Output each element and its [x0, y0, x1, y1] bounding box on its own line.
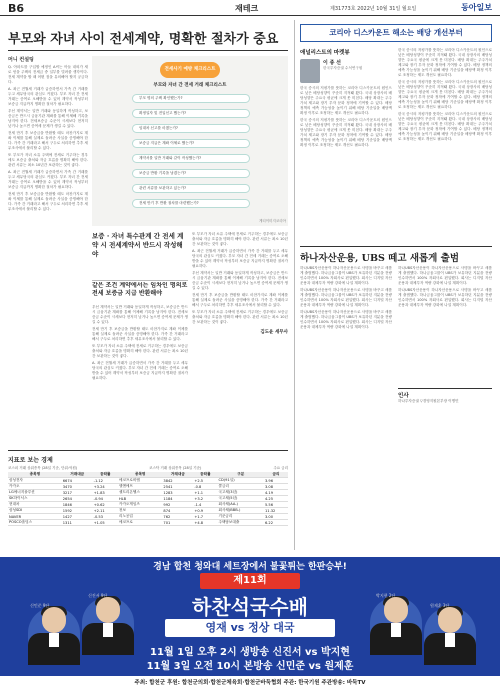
pull-quote [92, 282, 188, 298]
table-cell: LG에너지솔루션 [8, 490, 62, 496]
right-article-col1 [300, 48, 392, 244]
column-header: 등락률 [193, 472, 217, 478]
body-paragraph: 전세 만기 후 보증금을 반환할 때도 마찬가지로 계좌 이체를 통해 실제로 돌려준 사실을 증빙해야 한다. 가족 간 거래라고 해서 구두로 처리하면 추후 세무조사에서 불리할 수 있다. [8, 192, 88, 211]
right-headline-box: 코리아 디스카운트 해소는 배당 개선부터 [300, 24, 492, 42]
match-schedule: 11월 3일 오전 10시 본방송 신민준 vs 원제훈 [146, 661, 354, 672]
poster-sign: 전세사기 예방 체크리스트 [160, 62, 220, 78]
page-number: B6 [8, 2, 25, 15]
issue-info: 제31773호 2022년 10월 31일 월요일 [330, 6, 417, 12]
column-header: 금리 [264, 472, 288, 478]
table-cell: -1.4 [193, 502, 217, 508]
table-cell: HLB [118, 496, 162, 502]
body-paragraph: A. 최근 전월세 거래가 급증하면서 가족 간 거래를 두고 세무당국의 관심도 커졌다. 부모 자녀 간 전세 거래는 증여로 오해받을 수 있어 계약서 작성부터 보증금 지급까지 명확한 절차가 필요하다. [8, 170, 88, 189]
column-header: 종목명 [8, 472, 62, 478]
pull-quote-text: 보증 · 자녀 특수관계 간 전세 계약 시 전세계약서 반드시 작성해야 [92, 232, 184, 258]
table-cell: -1.12 [93, 478, 118, 484]
table-cell: 에코프로 [118, 520, 162, 526]
table-cell: 셀트리온헬스 [118, 490, 162, 496]
table-cell: +2.11 [93, 508, 118, 514]
right-article-col2 [398, 48, 492, 244]
checklist-item: 임대차 신고를 마쳤는가? [132, 124, 250, 133]
checklist-item: 계약서를 일반 거래와 같이 작성했는가? [132, 154, 250, 163]
left-headline: 부모와 자녀 사이 전세계약, 명확한 절차가 중요 [8, 32, 279, 47]
indicator-subtitle: 코스닥 거래 상위종목 (28일 기준) [149, 466, 202, 470]
table-cell: 3.96 [264, 478, 288, 484]
table-cell: 에코프로비엠 [118, 478, 162, 484]
body-paragraph: 우선 계약서는 일반 거래와 동일하게 작성하고, 보증금은 반드시 금융기관 계좌를 통해 이체해 기록을 남겨야 한다. 전세보증금 수준이 시세보다 현저히 낮거나 높으면 증여세 문제가 생길 수 있다. [192, 271, 288, 290]
intro-paragraph: Q. 아파트를 구입할 예정인 A씨는 아들 내외가 새로 얻을 주택의 전세금 중 일부를 빌려줄 생각이다. 전세 계약을 할 때 어떤 점을 유의해야 할지 궁금하다. [8, 65, 88, 84]
table-cell: 회사채(AA-) [217, 502, 264, 508]
body-paragraph: 또 부모가 자녀 소유 주택에 전세로 거주하는 경우에도 보증금 출처와 자금 흐름을 명확히 해야 한다. 관련 서류는 최소 10년간 보관하는 것이 좋다. [192, 232, 288, 246]
table-cell: 874 [162, 508, 193, 514]
ad-banner: 경남 합천 청와대 세트장에서 불꽃튀는 한판승부! [153, 562, 347, 572]
mid-text-column [92, 305, 188, 445]
column-header: 구분 [217, 472, 264, 478]
section-title: 재테크 [235, 4, 259, 13]
table-cell: NAVER [8, 514, 62, 520]
body-paragraph: 하나UBS자산운용이 하나자산운용으로 사명을 바꾸고 새롭게 출범했다. 하나금융그룹이 UBS가 보유하던 지분을 전량 인수하면서 100% 자회사로 편입했다. 회사는 디지털 자산운용과 대체투자 역량 강화에 나설 계획이다. [300, 288, 392, 307]
ad-cup-title: 하찬석국수배 [192, 595, 308, 619]
baduk-tournament-ad [0, 557, 500, 691]
table-cell: 카카오게임즈 [118, 502, 162, 508]
author-photo [300, 59, 320, 83]
table-cell: 현대차 [8, 502, 62, 508]
table-cell: 3217 [62, 490, 93, 496]
table-cell: +3.24 [93, 484, 118, 490]
table-cell: 회사채(BBB-) [217, 508, 264, 514]
checklist-item: 부모 명의 주택 확인했는가? [132, 94, 250, 103]
table-cell: SK하이닉스 [8, 496, 62, 502]
news-col2 [398, 266, 492, 386]
table-cell: 4.19 [264, 490, 288, 496]
table-cell: 3.08 [264, 484, 288, 490]
left-text-column [8, 54, 88, 449]
author-name: 이 종 선 [323, 60, 341, 66]
table-cell: POSCO홀딩스 [8, 520, 62, 526]
player-label: 원제훈 3단 [430, 603, 450, 608]
ad-edition: 제11회 [200, 573, 300, 589]
checklist-item: 전세 만기 후 반환 절차를 마련했는가? [132, 199, 250, 208]
column-name: 머니 컨설팅 [8, 57, 34, 63]
indicator-table [8, 472, 288, 526]
body-paragraph: 한국 증시의 저평가를 뜻하는 코리아 디스카운트의 원인으로 낮은 배당성향이 꾸준히 지적돼 왔다. 국내 상장사의 배당성향은 주요국 평균에 크게 못 미친다. 배당 확대는 주주가치 제고와 장기 투자 문화 정착에 기여할 수 있다. 배당 정책의 예측 가능성을 높이기 위해 배당 기준일을 배당액 확정 이후로 조정하는 제도 개선도 필요하다. [300, 118, 392, 147]
table-cell: 3.00 [264, 514, 288, 520]
table-cell: 701 [162, 520, 193, 526]
body-paragraph: 한국 증시의 저평가를 뜻하는 코리아 디스카운트의 원인으로 낮은 배당성향이 꾸준히 지적돼 왔다. 국내 상장사의 배당성향은 주요국 평균에 크게 못 미친다. 배당 확대는 주주가치 제고와 장기 투자 문화 정착에 기여할 수 있다. 배당 정책의 예측 가능성을 높이기 위해 배당 기준일을 배당액 확정 이후로 조정하는 제도 개선도 필요하다. [300, 86, 392, 115]
table-cell: 삼성전자 [8, 478, 62, 484]
table-cell: 리노공업 [118, 514, 162, 520]
checklist-item: 보증금 지급은 계좌 이체로 했는가? [132, 139, 250, 148]
table-cell: +3.2 [193, 496, 217, 502]
table-cell: 3470 [62, 484, 93, 490]
player-label: 신진서 9단 [88, 593, 108, 598]
body-paragraph: 하나UBS자산운용이 하나자산운용으로 사명을 바꾸고 새롭게 출범했다. 하나금융그룹이 UBS가 보유하던 지분을 전량 인수하면서 100% 자회사로 편입했다. 회사는 디지털 자산운용과 대체투자 역량 강화에 나설 계획이다. [300, 310, 392, 329]
match-schedule: 11월 1일 오후 2시 생방송 신진서 vs 박지현 [150, 647, 350, 658]
column-header: 등락률 [93, 472, 118, 478]
body-paragraph: 한국 증시의 저평가를 뜻하는 코리아 디스카운트의 원인으로 낮은 배당성향이 꾸준히 지적돼 왔다. 국내 상장사의 배당성향은 주요국 평균에 크게 못 미친다. 배당 확대는 주주가치 제고와 장기 투자 문화 정착에 기여할 수 있다. 배당 정책의 예측 가능성을 높이기 위해 배당 기준일을 배당액 확정 이후로 조정하는 제도 개선도 필요하다. [398, 80, 492, 109]
table-cell: 천보 [118, 508, 162, 514]
body-paragraph: 전세 만기 후 보증금을 반환할 때도 마찬가지로 계좌 이체를 통해 실제로 돌려준 사실을 증빙해야 한다. 가족 간 거래라고 해서 구두로 처리하면 추후 세무조사에서 불리할 수 있다. [8, 131, 88, 150]
body-paragraph: 하나UBS자산운용이 하나자산운용으로 사명을 바꾸고 새롭게 출범했다. 하나금융그룹이 UBS가 보유하던 지분을 전량 인수하면서 100% 자회사로 편입했다. 회사는 디지털 자산운용과 대체투자 역량 강화에 나설 계획이다. [398, 288, 492, 307]
checklist-illustration [92, 56, 288, 226]
table-cell: 992 [162, 502, 193, 508]
body-paragraph: 우선 계약서는 일반 거래와 동일하게 작성하고, 보증금은 반드시 금융기관 계좌를 통해 이체해 기록을 남겨야 한다. 전세보증금 수준이 시세보다 현저히 낮거나 높으면 증여세 문제가 생길 수 있다. [92, 305, 188, 324]
table-cell: +1.83 [93, 490, 118, 496]
table-cell: +1.7 [193, 514, 217, 520]
table-cell: 2654 [62, 496, 93, 502]
table-cell: 1427 [62, 514, 93, 520]
body-paragraph: 또 부모가 자녀 소유 주택에 전세로 거주하는 경우에도 보증금 출처와 자금 흐름을 명확히 해야 한다. 관련 서류는 최소 10년간 보관하는 것이 좋다. [92, 344, 188, 358]
table-cell: 4.25 [264, 496, 288, 502]
column-header: 거래대금 [62, 472, 93, 478]
table-cell: 1846 [62, 502, 93, 508]
pull-quote-text: 같은 조건 계약에서는 임차인 명의로 전세 보증금 지급 반환해야 [92, 282, 188, 297]
table-cell: +0.62 [93, 502, 118, 508]
indicator-title: 지표로 보는 경제 [8, 457, 53, 464]
ad-subtitle: 영재 vs 정상 대국 [165, 619, 335, 637]
right-text-column [192, 232, 288, 447]
indicator-subtitle: 주요 금리 [273, 466, 288, 470]
market-indicators [8, 455, 288, 550]
page-header [0, 0, 500, 16]
body-paragraph: A. 최근 전월세 거래가 급증하면서 가족 간 거래를 두고 세무당국의 관심도 커졌다. 부모 자녀 간 전세 거래는 증여로 오해받을 수 있어 계약서 작성부터 보증금 지급까지 명확한 절차가 필요하다. [192, 249, 288, 268]
body-paragraph: 하나UBS자산운용이 하나자산운용으로 사명을 바꾸고 새롭게 출범했다. 하나금융그룹이 UBS가 보유하던 지분을 전량 인수하면서 100% 자회사로 편입했다. 회사는 디지털 자산운용과 대체투자 역량 강화에 나설 계획이다. [398, 266, 492, 285]
body-paragraph: 또 부모가 자녀 소유 주택에 전세로 거주하는 경우에도 보증금 출처와 자금 흐름을 명확히 해야 한다. 관련 서류는 최소 10년간 보관하는 것이 좋다. [8, 153, 88, 167]
table-cell: -0.94 [93, 496, 118, 502]
column-header: 거래대금 [162, 472, 193, 478]
table-cell: +2.5 [193, 478, 217, 484]
body-paragraph: 한국 증시의 저평가를 뜻하는 코리아 디스카운트의 원인으로 낮은 배당성향이 꾸준히 지적돼 왔다. 국내 상장사의 배당성향은 주요국 평균에 크게 못 미친다. 배당 확대는 주주가치 제고와 장기 투자 문화 정착에 기여할 수 있다. 배당 정책의 예측 가능성을 높이기 위해 배당 기준일을 배당액 확정 이후로 조정하는 제도 개선도 필요하다. [398, 48, 492, 77]
table-cell: 카카오 [8, 484, 62, 490]
body-paragraph: 우선 계약서는 일반 거래와 동일하게 작성하고, 보증금은 반드시 금융기관 계좌를 통해 이체해 기록을 남겨야 한다. 전세보증금 수준이 시세보다 현저히 낮거나 높으면 증여세 문제가 생길 수 있다. [8, 109, 88, 128]
body-paragraph: A. 최근 전월세 거래가 급증하면서 가족 간 거래를 두고 세무당국의 관심도 커졌다. 부모 자녀 간 전세 거래는 증여로 오해받을 수 있어 계약서 작성부터 보증금 지급까지 명확한 절차가 필요하다. [92, 361, 188, 380]
photo-credit: 게티이미지코리아 [258, 219, 286, 223]
table-cell: 1592 [62, 508, 93, 514]
people-section [398, 388, 492, 448]
table-cell: +1.05 [93, 520, 118, 526]
table-cell: 엘앤에프 [118, 484, 162, 490]
brand-logo: 동아일보 [461, 3, 492, 12]
table-cell: +0.9 [193, 508, 217, 514]
people-text: 하나투자증권 ▽경영지원본부장 이병민 [398, 399, 459, 403]
body-paragraph: 한국 증시의 저평가를 뜻하는 코리아 디스카운트의 원인으로 낮은 배당성향이 꾸준히 지적돼 왔다. 국내 상장사의 배당성향은 주요국 평균에 크게 못 미친다. 배당 확대는 주주가치 제고와 장기 투자 문화 정착에 기여할 수 있다. 배당 정책의 예측 가능성을 높이기 위해 배당 기준일을 배당액 확정 이후로 조정하는 제도 개선도 필요하다. [398, 112, 492, 141]
player-photo [424, 607, 476, 665]
body-paragraph: 전세 만기 후 보증금을 반환할 때도 마찬가지로 계좌 이체를 통해 실제로 돌려준 사실을 증빙해야 한다. 가족 간 거래라고 해서 구두로 처리하면 추후 세무조사에서 불리할 수 있다. [192, 293, 288, 307]
table-cell: +4.8 [193, 520, 217, 526]
news-headline: 하나자산운용, UBS 떼고 새롭게 출범 [300, 253, 460, 264]
table-cell: +1.1 [193, 490, 217, 496]
table-cell: 주택담보대출 [217, 520, 264, 526]
player-label: 박지현 2단 [376, 593, 396, 598]
body-paragraph: 하나UBS자산운용이 하나자산운용으로 사명을 바꾸고 새롭게 출범했다. 하나금융그룹이 UBS가 보유하던 지분을 전량 인수하면서 100% 자회사로 편입했다. 회사는 디지털 자산운용과 대체투자 역량 강화에 나설 계획이다. [300, 266, 392, 285]
table-cell: -0.8 [193, 484, 217, 490]
table-cell: 2541 [162, 484, 193, 490]
table-cell: 1184 [162, 496, 193, 502]
news-col1 [300, 266, 392, 436]
table-cell: 콜금리 [217, 484, 264, 490]
table-cell: 6674 [62, 478, 93, 484]
table-cell: 3842 [162, 478, 193, 484]
player-label: 신민준 9단 [30, 603, 50, 608]
table-cell: CD(91일) [217, 478, 264, 484]
column-name: 애널리스트의 마켓뷰 [300, 50, 350, 56]
ad-footer: 주최: 합천군 후원: 합천군의회·합천군체육회·합천군바둑협회 주관: 한국기원 주관방송: 바둑TV [0, 676, 500, 691]
checklist-item: 보증금 반환 기록을 남겼는가? [132, 169, 250, 178]
table-cell: 국고채(5년) [217, 496, 264, 502]
pull-quote [92, 232, 188, 278]
table-cell: 11.32 [264, 508, 288, 514]
body-paragraph: 전세 만기 후 보증금을 반환할 때도 마찬가지로 계좌 이체를 통해 실제로 돌려준 사실을 증빙해야 한다. 가족 간 거래라고 해서 구두로 처리하면 추후 세무조사에서 불리할 수 있다. [92, 327, 188, 341]
indicator-subtitle: 코스피 거래 상위종목 (28일 기준, 단위:억원) [8, 466, 78, 470]
table-cell: 국고채(3년) [217, 490, 264, 496]
table-row [8, 520, 288, 526]
table-cell: 6.22 [264, 520, 288, 526]
table-cell: 삼성SDI [8, 508, 62, 514]
checklist-item: 확정일자 및 전입신고 했는가? [132, 109, 250, 118]
author-title: 한국투자증권 수석연구원 [323, 66, 363, 70]
player-photo [28, 607, 80, 665]
table-cell: 기준금리 [217, 514, 264, 520]
table-cell: -0.53 [93, 514, 118, 520]
table-cell: 1283 [162, 490, 193, 496]
table-cell: 5.56 [264, 502, 288, 508]
body-paragraph: 또 부모가 자녀 소유 주택에 전세로 거주하는 경우에도 보증금 출처와 자금 흐름을 명확히 해야 한다. 관련 서류는 최소 10년간 보관하는 것이 좋다. [192, 310, 288, 324]
table-cell: 762 [162, 514, 193, 520]
people-heading: 인사 [398, 388, 492, 399]
column-header: 종목명 [118, 472, 162, 478]
table-cell: 1311 [62, 520, 93, 526]
author-name: 김도윤 세무사 [260, 330, 288, 335]
checklist-item: 관련 서류를 보관하고 있는가? [132, 184, 250, 193]
body-paragraph: A. 최근 전월세 거래가 급증하면서 가족 간 거래를 두고 세무당국의 관심도 커졌다. 부모 자녀 간 전세 거래는 증여로 오해받을 수 있어 계약서 작성부터 보증금 지급까지 명확한 절차가 필요하다. [8, 87, 88, 106]
checklist-title: 부모와 자녀 간 전세 거래 체크리스트 [153, 83, 227, 88]
